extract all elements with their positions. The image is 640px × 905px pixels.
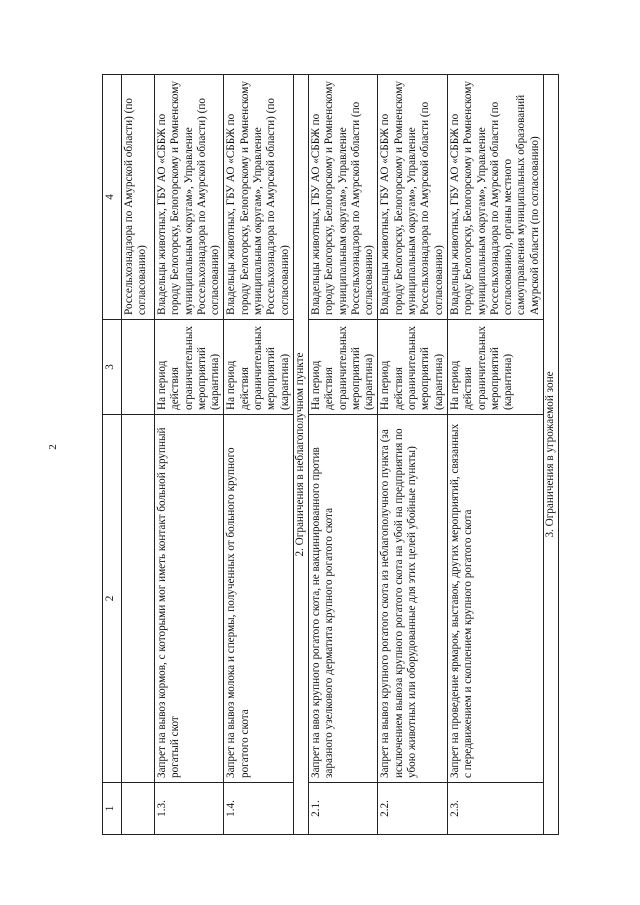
cell-number: 1.3. <box>155 783 224 835</box>
section-row <box>544 75 559 835</box>
section-title: 2. Ограничения в неблагополучном пункте <box>293 75 308 835</box>
cell-responsible: Владельцы животных, ГБУ АО «СББЖ по городу Белогорску, Белогорскому и Ромненскому муниципальным округам», Управление Россельхознадзора по Амурской области (по согласованию), органы местного самоуправления муниципальных образований Амурской области (по согласованию) <box>447 75 543 320</box>
cell-empty <box>122 783 155 835</box>
section-title: 3. Ограничения в угрожаемой зоне <box>544 75 559 835</box>
table-row <box>447 75 543 835</box>
cell-responsible: Владельцы животных, ГБУ АО «СББЖ по городу Белогорску, Белогорскому и Ромненскому муниципальным округам», Управление Россельхознадзора по Амурской области (по согласованию) <box>378 75 447 320</box>
cell-responsible: Владельцы животных, ГБУ АО «СББЖ по городу Белогорску, Белогорскому и Ромненскому муниципальным округам», Управление Россельхознадзора по Амурской области (по согласованию) <box>308 75 377 320</box>
cell-number: 1.4. <box>224 783 293 835</box>
cell-empty <box>122 320 155 415</box>
cell-period: На период действия ограничительных мероприятий (карантина) <box>308 320 377 415</box>
cell-period: На период действия ограничительных мероприятий (карантина) <box>155 320 224 415</box>
table-row <box>224 75 293 835</box>
table-row-continued <box>122 75 155 835</box>
cell-responsible: Владельцы животных, ГБУ АО «СББЖ по городу Белогорску, Белогорскому и Ромненскому муниципальным округам», Управление Россельхознадзора по Амурской области) (по согласованию) <box>155 75 224 320</box>
cell-measure: Запрет на ввоз крупного рогатого скота, не вакцинированного против заразного узелкового дерматита крупного рогатого скота <box>308 415 377 783</box>
header-col-3: 3 <box>103 320 122 415</box>
header-row <box>103 75 122 835</box>
page-number: 2 <box>47 444 59 450</box>
table-row <box>308 75 377 835</box>
cell-period: На период действия ограничительных мероприятий (карантина) <box>447 320 543 415</box>
table-row <box>378 75 447 835</box>
measures-table <box>102 74 559 835</box>
cell-period: На период действия ограничительных мероприятий (карантина) <box>224 320 293 415</box>
rotated-table-wrapper <box>102 75 598 835</box>
cell-responsible: Владельцы животных, ГБУ АО «СББЖ по городу Белогорску, Белогорскому и Ромненскому муниципальным округам», Управление Россельхознадзора по Амурской области) (по согласованию) <box>224 75 293 320</box>
header-col-2: 2 <box>103 415 122 783</box>
cell-period: На период действия ограничительных мероприятий (карантина) <box>378 320 447 415</box>
cell-empty <box>122 415 155 783</box>
table-row <box>155 75 224 835</box>
cell-measure: Запрет на вывоз крупного рогатого скота из неблагополучного пункта (за исключением вывоза крупного рогатого скота на убой на предприятия по убою животных или оборудованные для этих целей убойные пункты) <box>378 415 447 783</box>
cell-number: 2.1. <box>308 783 377 835</box>
cell-number: 2.3. <box>447 783 543 835</box>
cell-measure: Запрет на вывоз молока и спермы, полученных от больного крупного рогатого скота <box>224 415 293 783</box>
cell-responsible: Россельхознадзора по Амурской области) (по согласованию) <box>122 75 155 320</box>
cell-number: 2.2. <box>378 783 447 835</box>
cell-measure: Запрет на вывоз кормов, с которыми мог иметь контакт больной крупный рогатый скот <box>155 415 224 783</box>
header-col-4: 4 <box>103 75 122 320</box>
section-row <box>293 75 308 835</box>
cell-measure: Запрет на проведение ярмарок, выставок, других мероприятий, связанных с передвижением и скоплением крупного рогатого скота <box>447 415 543 783</box>
header-col-1: 1 <box>103 783 122 835</box>
